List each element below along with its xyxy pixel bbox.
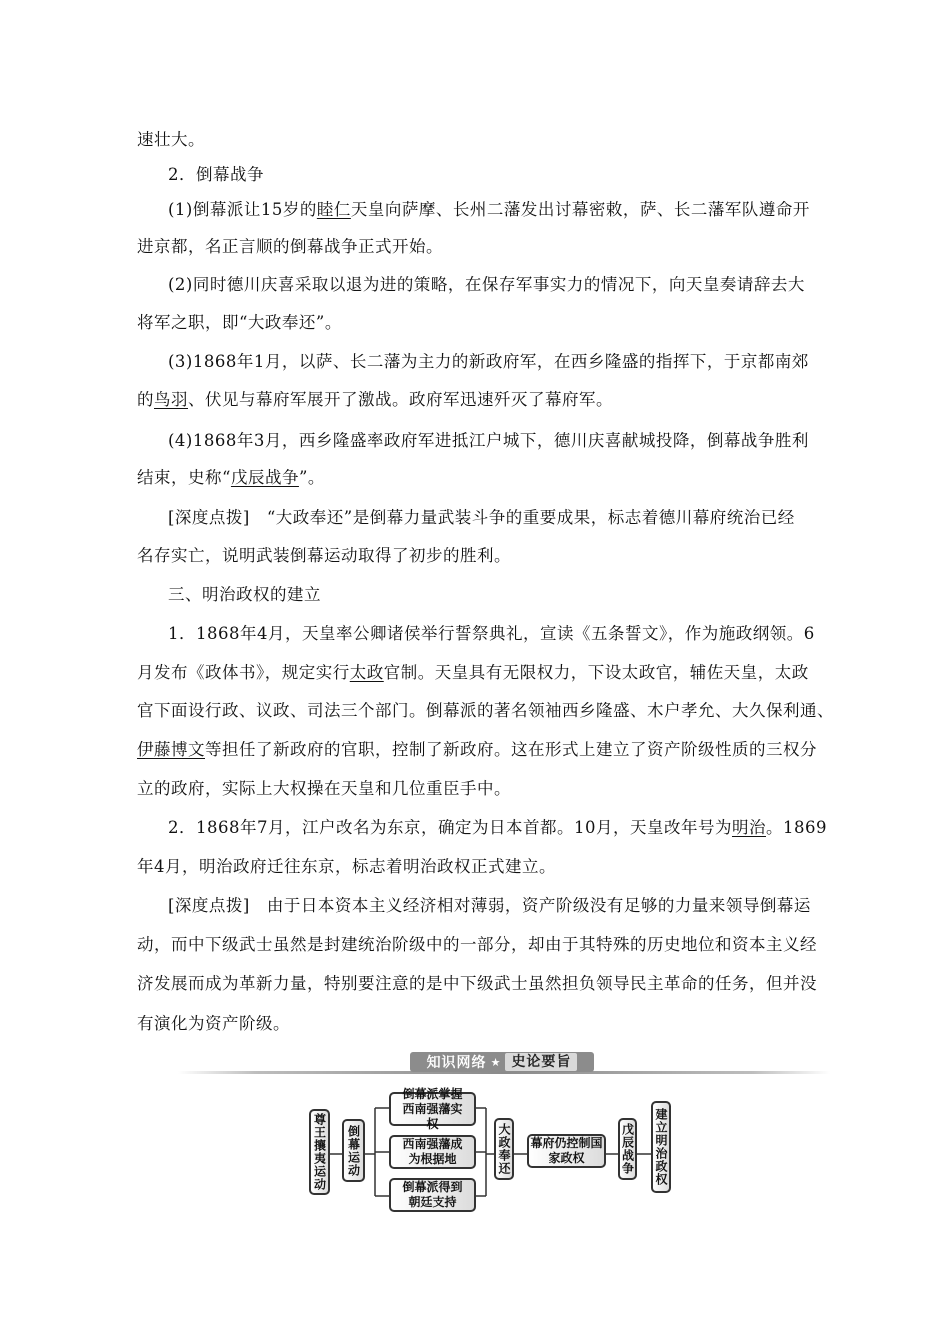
- paragraph-line: (3)1868年1月，以萨、长二藩为主力的新政府军，在西乡隆盛的指挥下，于京都南郊: [168, 352, 809, 371]
- paragraph-line: 速壮大。: [137, 130, 205, 149]
- paragraph-line: 有演化为资产阶级。: [137, 1014, 290, 1033]
- insight-note: [深度点拨] 由于日本资本主义经济相对薄弱，资产阶级没有足够的力量来领导倒幕运: [168, 896, 811, 915]
- section-heading: 三、明治政权的建立: [168, 585, 321, 604]
- underlined-term: 伊藤博文: [137, 740, 205, 759]
- banner-label: [410, 1052, 594, 1072]
- knowledge-flow-diagram: [300, 1088, 680, 1214]
- diagram-node-meiji-regime: 建立明治政权: [651, 1101, 671, 1193]
- paragraph-line: 月发布《政体书》，规定实行太政官制。天皇具有无限权力，下设太政官，辅佐天皇，太政: [137, 663, 809, 682]
- diagram-node-sonno-joi: 尊王攘夷运动: [309, 1109, 330, 1195]
- diagram-node-tobaku: 倒幕运动: [342, 1119, 365, 1182]
- paragraph-line: 济发展而成为革新力量，特别要注意的是中下级武士虽然担负领导民主革命的任务，但并没: [137, 974, 817, 993]
- paragraph-line: (2)同时德川庆喜采取以退为进的策略，在保存军事实力的情况下，向天皇奏请辞去大: [168, 275, 805, 294]
- paragraph-line: 结束，史称“戊辰战争”。: [137, 468, 325, 487]
- subsection-heading: 2．倒幕战争: [168, 165, 264, 184]
- paragraph-line: 动，而中下级武士虽然是封建统治阶级中的一部分，却由于其特殊的历史地位和资本主义经: [137, 935, 817, 954]
- underlined-term: 明治: [731, 818, 766, 837]
- paragraph-line: 官下面设行政、议政、司法三个部门。倒幕派的著名领袖西乡隆盛、木户孝允、大久保利通、: [137, 701, 834, 720]
- star-icon: ★: [490, 1055, 502, 1069]
- insight-note: [深度点拨] “大政奉还”是倒幕力量武装斗争的重要成果，标志着德川幕府统治已经: [168, 508, 795, 527]
- paragraph-line: 伊藤博文等担任了新政府的官职，控制了新政府。这在形式上建立了资产阶级性质的三权分: [137, 740, 817, 759]
- underlined-term: 鸟羽: [154, 390, 188, 409]
- paragraph-line: 年4月，明治政府迁往东京，标志着明治政权正式建立。: [137, 857, 556, 876]
- underlined-term: 睦仁: [316, 200, 351, 219]
- paragraph-line: 1．1868年4月，天皇率公卿诸侯举行誓祭典礼，宣读《五条誓文》，作为施政纲领。6: [168, 624, 815, 643]
- section-banner: [178, 1052, 830, 1076]
- paragraph-line: (1)倒幕派让15岁的睦仁天皇向萨摩、长州二藩发出讨幕密敕，萨、长二藩军队遵命开: [168, 200, 810, 219]
- paragraph-line: 2．1868年7月，江户改名为东京，确定为日本首都。10月，天皇改年号为明治。1869: [168, 818, 827, 837]
- diagram-node-taisei-hokan: 大政奉还: [494, 1118, 514, 1180]
- paragraph-line: 名存实亡，说明武装倒幕运动取得了初步的胜利。: [137, 546, 511, 565]
- underlined-term: 太政: [349, 663, 384, 682]
- diagram-node-boshin-war: 戊辰战争: [618, 1118, 637, 1180]
- banner-right-label: 史论要旨: [505, 1053, 577, 1071]
- diagram-node-court-support: 倒幕派得到朝廷支持: [389, 1178, 476, 1212]
- paragraph-line: 立的政府，实际上大权操在天皇和几位重臣手中。: [137, 779, 511, 798]
- paragraph-line: 进京都，名正言顺的倒幕战争正式开始。: [137, 237, 443, 256]
- paragraph-line: 的鸟羽、伏见与幕府军展开了激战。政府军迅速歼灭了幕府军。: [137, 390, 613, 409]
- banner-left-label: 知识网络: [426, 1055, 487, 1071]
- paragraph-line: 将军之职，即“大政奉还”。: [137, 313, 342, 332]
- diagram-node-power: 倒幕派掌握西南强藩实权: [389, 1092, 476, 1126]
- paragraph-line: (4)1868年3月，西乡隆盛率政府军进抵江户城下，德川庆喜献城投降，倒幕战争胜利: [168, 431, 809, 450]
- diagram-node-shogunate-control: 幕府仍控制国家政权: [527, 1134, 606, 1168]
- diagram-node-base: 西南强藩成为根据地: [389, 1135, 476, 1169]
- underlined-term: 戊辰战争: [230, 468, 299, 487]
